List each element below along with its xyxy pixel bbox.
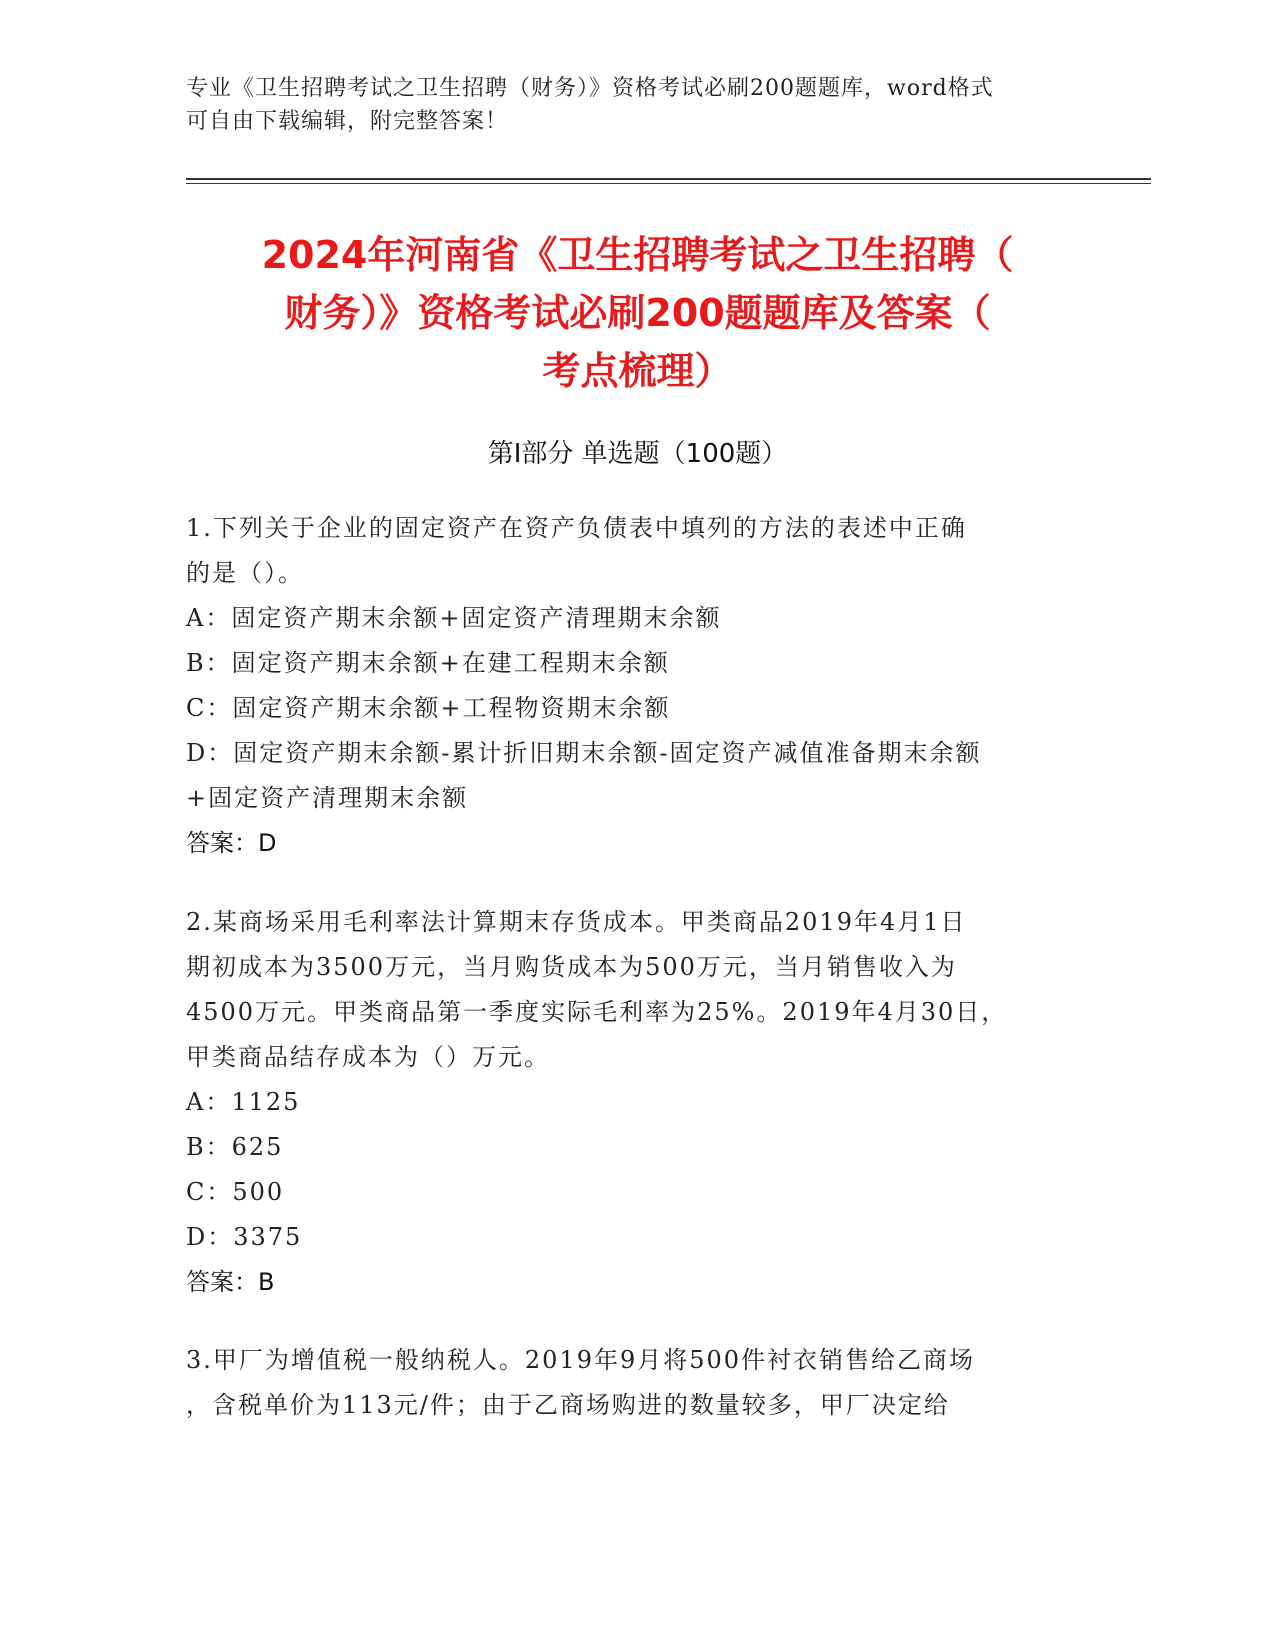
header-divider-thin bbox=[186, 183, 1151, 184]
question-stem: 4500万元。甲类商品第一季度实际毛利率为25%。2019年4月30日， bbox=[186, 998, 1008, 1026]
option-d: D：3375 bbox=[186, 1223, 303, 1251]
header-note bbox=[186, 72, 1076, 138]
section-heading: 第I部分 单选题（100题） bbox=[487, 439, 788, 469]
question-stem: 1.下列关于企业的固定资产在资产负债表中填列的方法的表述中正确 bbox=[186, 514, 967, 542]
header-note-line: 可自由下载编辑，附完整答案！ bbox=[186, 109, 509, 134]
option-d: D：固定资产期末余额-累计折旧期末余额-固定资产减值准备期末余额 bbox=[186, 739, 982, 767]
option-c: C：500 bbox=[186, 1178, 285, 1206]
option-d-continued: +固定资产清理期末余额 bbox=[186, 784, 469, 812]
header-divider-thick bbox=[186, 178, 1151, 180]
question-stem: ，含税单价为113元/件；由于乙商场购进的数量较多，甲厂决定给 bbox=[186, 1391, 950, 1419]
question-3 bbox=[186, 1338, 1076, 1428]
document-title-line: 财务）》资格考试必刷200题题库及答案（ bbox=[284, 291, 991, 335]
answer-label: 答案：D bbox=[186, 829, 277, 857]
document-title bbox=[150, 226, 1125, 400]
question-stem: 甲类商品结存成本为（）万元。 bbox=[186, 1043, 550, 1071]
option-b: B：625 bbox=[186, 1133, 284, 1161]
document-title-line: 考点梳理） bbox=[542, 349, 733, 393]
question-2 bbox=[186, 900, 1076, 1305]
option-c: C：固定资产期末余额+工程物资期末余额 bbox=[186, 694, 671, 722]
question-stem: 2.某商场采用毛利率法计算期末存货成本。甲类商品2019年4月1日 bbox=[186, 908, 967, 936]
option-a: A：固定资产期末余额+固定资产清理期末余额 bbox=[186, 604, 722, 632]
document-title-line: 2024年河南省《卫生招聘考试之卫生招聘（ bbox=[261, 233, 1014, 277]
question-stem: 期初成本为3500万元，当月购货成本为500万元，当月销售收入为 bbox=[186, 953, 957, 981]
question-stem: 的是（）。 bbox=[186, 559, 304, 587]
question-1 bbox=[186, 506, 1076, 866]
option-b: B：固定资产期末余额+在建工程期末余额 bbox=[186, 649, 670, 677]
header-note-line: 专业《卫生招聘考试之卫生招聘（财务）》资格考试必刷200题题库，word格式 bbox=[186, 76, 994, 101]
option-a: A：1125 bbox=[186, 1088, 301, 1116]
answer-label: 答案：B bbox=[186, 1268, 275, 1296]
question-stem: 3.甲厂为增值税一般纳税人。2019年9月将500件衬衣销售给乙商场 bbox=[186, 1346, 976, 1374]
header-divider bbox=[186, 178, 1151, 184]
